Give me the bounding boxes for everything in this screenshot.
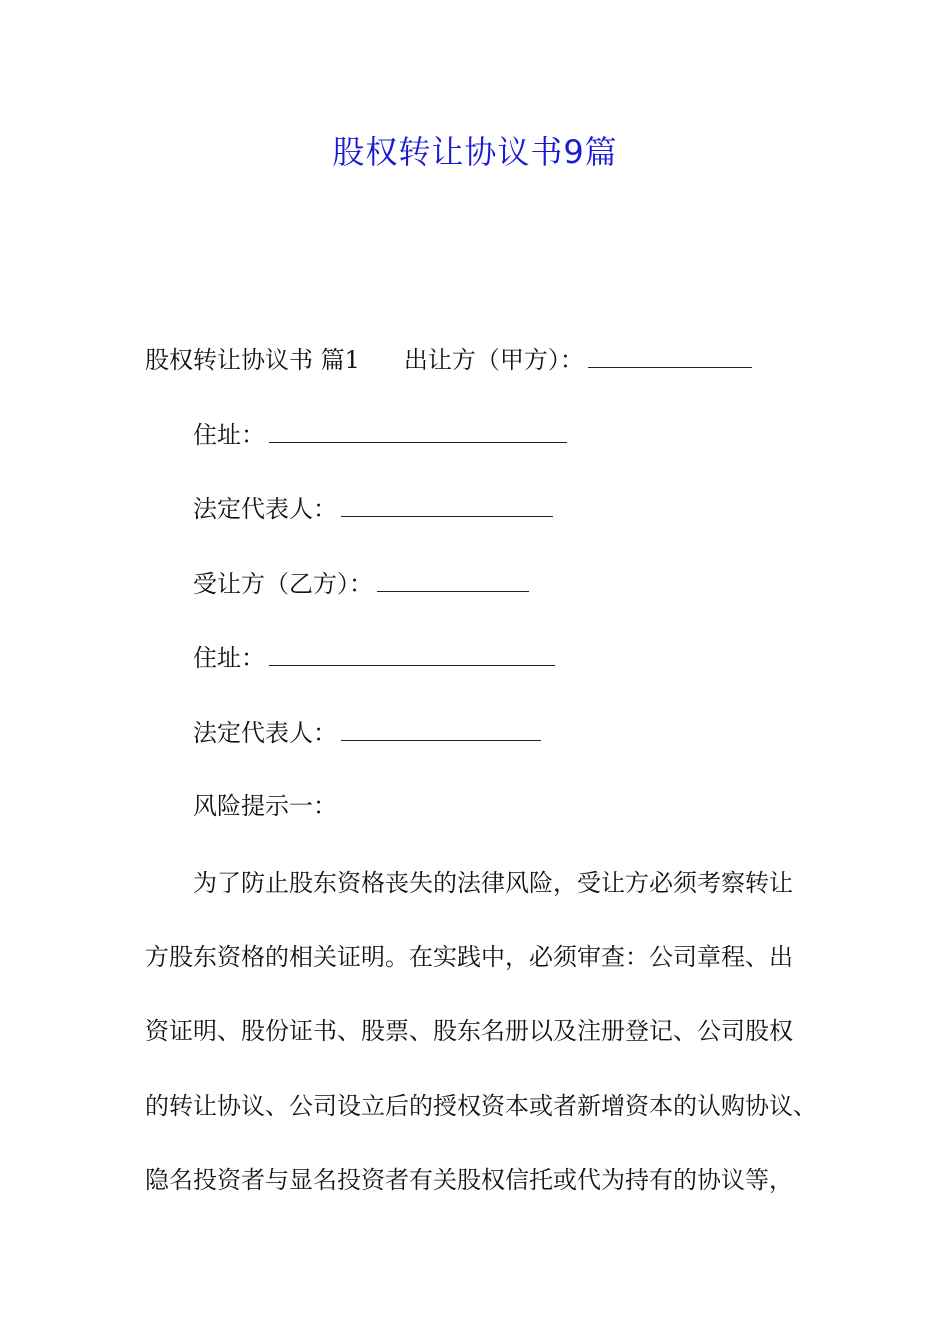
paragraph-line: 隐名投资者与显名投资者有关股权信托或代为持有的协议等，: [145, 1166, 793, 1194]
document-title: 股权转让协议书9篇: [332, 133, 618, 171]
paragraph-line: 资证明、股份证书、股票、股东名册以及注册登记、公司股权: [145, 1017, 793, 1045]
risk-heading: 风险提示一：: [193, 792, 337, 820]
field-blank: [377, 565, 529, 592]
field-label: 法定代表人：: [193, 495, 337, 523]
field-row: [193, 639, 555, 676]
field-row: [193, 416, 567, 453]
field-row: [193, 714, 541, 751]
field-label: 法定代表人：: [193, 719, 337, 747]
paragraph-line: 为了防止股东资格丧失的法律风险，受让方必须考察转让: [193, 869, 793, 897]
field-blank: [341, 714, 541, 741]
party-a-label: 出让方（甲方）：: [403, 346, 584, 374]
field-label: 住址：: [193, 644, 265, 672]
field-label: 住址：: [193, 421, 265, 449]
paragraph-line: 方股东资格的相关证明。在实践中，必须审查：公司章程、出: [145, 943, 793, 971]
header-line: [145, 341, 752, 378]
field-blank: [269, 639, 555, 666]
field-label: 受让方（乙方）：: [193, 570, 373, 598]
paragraph-line: 的转让协议、公司设立后的授权资本或者新增资本的认购协议、: [145, 1092, 817, 1120]
field-row: [193, 490, 553, 527]
section-heading: 股权转让协议书 篇1: [145, 346, 360, 374]
field-blank: [269, 416, 567, 443]
field-row: [193, 565, 529, 602]
party-a-blank: [588, 341, 752, 368]
field-blank: [341, 490, 553, 517]
